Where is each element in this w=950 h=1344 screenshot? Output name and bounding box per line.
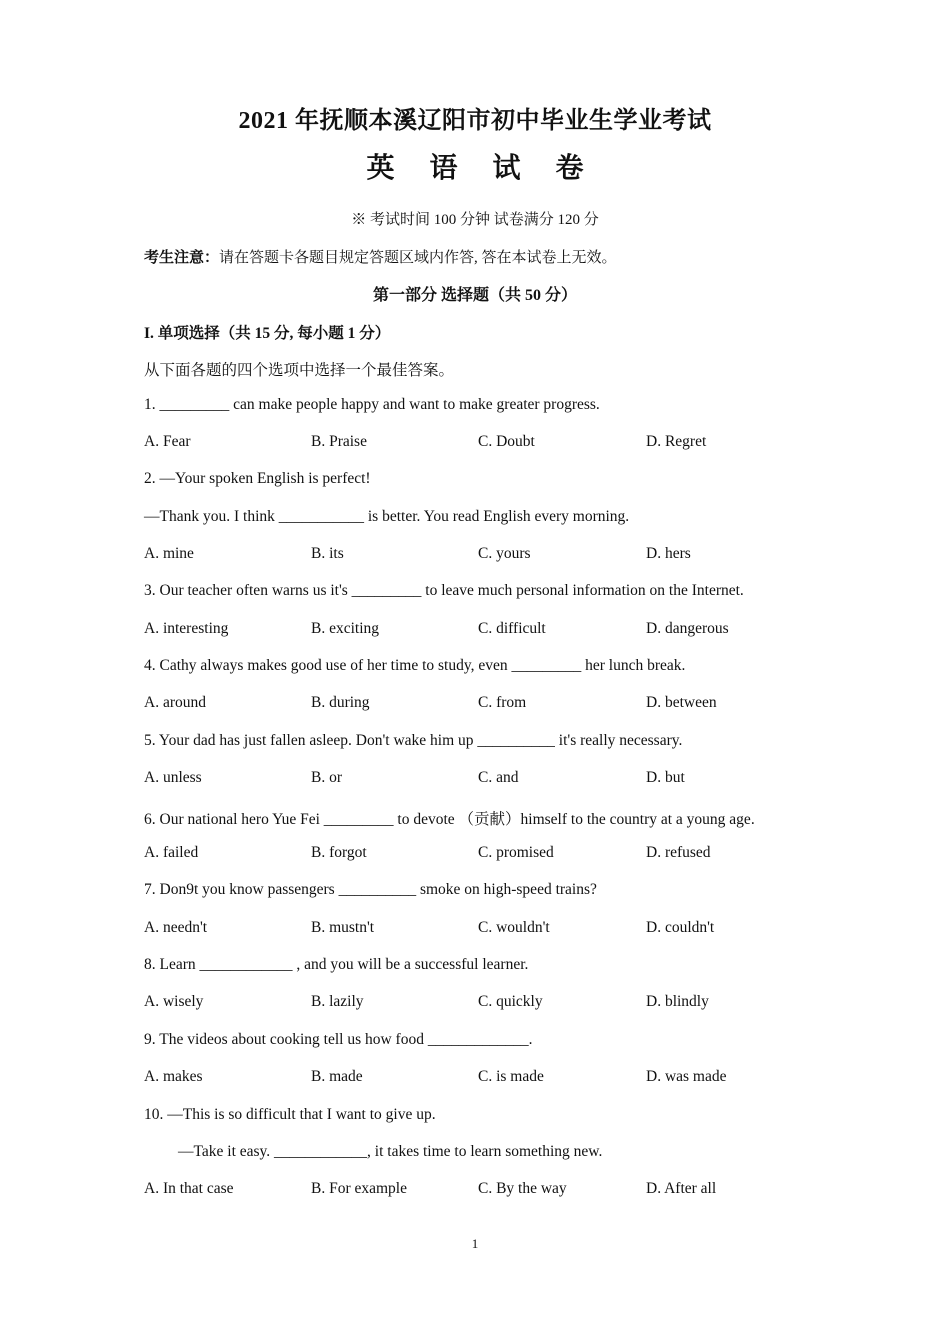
option-b: B. or xyxy=(311,769,342,786)
option-c: C. from xyxy=(478,694,527,711)
option-d: D. was made xyxy=(646,1068,727,1085)
option-d: D. After all xyxy=(646,1180,717,1197)
question-options xyxy=(144,769,824,789)
question-options xyxy=(144,545,824,565)
option-b: B. exciting xyxy=(311,620,380,637)
notice-text: 请在答题卡各题目规定答题区域内作答, 答在本试卷上无效。 xyxy=(219,250,617,266)
option-c: C. is made xyxy=(478,1068,544,1085)
option-d: D. blindly xyxy=(646,993,709,1010)
question-options xyxy=(144,993,824,1013)
question-stem-reply: —Thank you. I think ___________ is better. You read English every morning. xyxy=(144,508,630,525)
option-b: B. Praise xyxy=(311,433,367,450)
option-b: B. lazily xyxy=(311,993,364,1010)
question-stem: 9. The videos about cooking tell us how food _____________. xyxy=(144,1031,533,1048)
instruction: 从下面各题的四个选项中选择一个最佳答案。 xyxy=(144,362,455,379)
option-b: B. For example xyxy=(311,1180,407,1197)
question-stem: 4. Cathy always makes good use of her time to study, even _________ her lunch break. xyxy=(144,657,686,674)
question-options xyxy=(144,433,824,453)
notice-label: 考生注意： xyxy=(144,250,220,266)
question-options xyxy=(144,919,824,939)
question-stem: 1. _________ can make people happy and want to make greater progress. xyxy=(144,396,600,413)
page-number: 1 xyxy=(471,1236,479,1251)
option-c: C. promised xyxy=(478,844,554,861)
question-stem: 5. Your dad has just fallen asleep. Don't wake him up __________ it's really necessary. xyxy=(144,732,683,749)
option-b: B. during xyxy=(311,694,370,711)
option-c: C. wouldn't xyxy=(478,919,550,936)
question-stem: 10. —This is so difficult that I want to give up. xyxy=(144,1106,436,1123)
option-d: D. but xyxy=(646,769,685,786)
option-c: C. Doubt xyxy=(478,433,535,450)
exam-notice xyxy=(144,246,617,267)
option-b: B. its xyxy=(311,545,344,562)
option-c: C. difficult xyxy=(478,620,546,637)
option-a: A. failed xyxy=(144,844,199,861)
option-d: D. between xyxy=(646,694,717,711)
option-d: D. couldn't xyxy=(646,919,715,936)
option-c: C. yours xyxy=(478,545,531,562)
question-options xyxy=(144,694,824,714)
option-d: D. hers xyxy=(646,545,691,562)
question-stem: 7. Don9t you know passengers __________ smoke on high-speed trains? xyxy=(144,881,597,898)
option-c: C. and xyxy=(478,769,519,786)
option-c: C. quickly xyxy=(478,993,543,1010)
option-a: A. wisely xyxy=(144,993,204,1010)
option-a: A. needn't xyxy=(144,919,208,936)
option-a: A. around xyxy=(144,694,206,711)
question-stem: 2. —Your spoken English is perfect! xyxy=(144,470,371,487)
question-stem: 6. Our national hero Yue Fei _________ to devote （贡献）himself to the country at a young age. xyxy=(144,811,755,828)
question-stem: 3. Our teacher often warns us it's _________ to leave much personal information on the Internet. xyxy=(144,582,744,599)
option-a: A. interesting xyxy=(144,620,229,637)
option-a: A. mine xyxy=(144,545,194,562)
section-title: I. 单项选择（共 15 分, 每小题 1 分） xyxy=(144,325,391,342)
option-d: D. dangerous xyxy=(646,620,729,637)
question-stem-reply: —Take it easy. ____________, it takes time to learn something new. xyxy=(178,1143,603,1160)
question-options xyxy=(144,1068,824,1088)
option-b: B. mustn't xyxy=(311,919,375,936)
option-b: B. forgot xyxy=(311,844,367,861)
option-d: D. refused xyxy=(646,844,711,861)
question-options xyxy=(144,1180,824,1200)
option-a: A. In that case xyxy=(144,1180,234,1197)
option-a: A. unless xyxy=(144,769,202,786)
exam-title: 2021 年抚顺本溪辽阳市初中毕业生学业考试 xyxy=(238,108,712,134)
question-options xyxy=(144,620,824,640)
option-d: D. Regret xyxy=(646,433,707,450)
question-stem: 8. Learn ____________ , and you will be a successful learner. xyxy=(144,956,529,973)
exam-meta: ※ 考试时间 100 分钟 试卷满分 120 分 xyxy=(351,212,599,228)
exam-subject: 英 语 试 卷 xyxy=(366,153,598,184)
option-c: C. By the way xyxy=(478,1180,567,1197)
question-options xyxy=(144,844,824,864)
part-title: 第一部分 选择题（共 50 分） xyxy=(372,287,577,304)
option-b: B. made xyxy=(311,1068,363,1085)
option-a: A. Fear xyxy=(144,433,191,450)
option-a: A. makes xyxy=(144,1068,203,1085)
